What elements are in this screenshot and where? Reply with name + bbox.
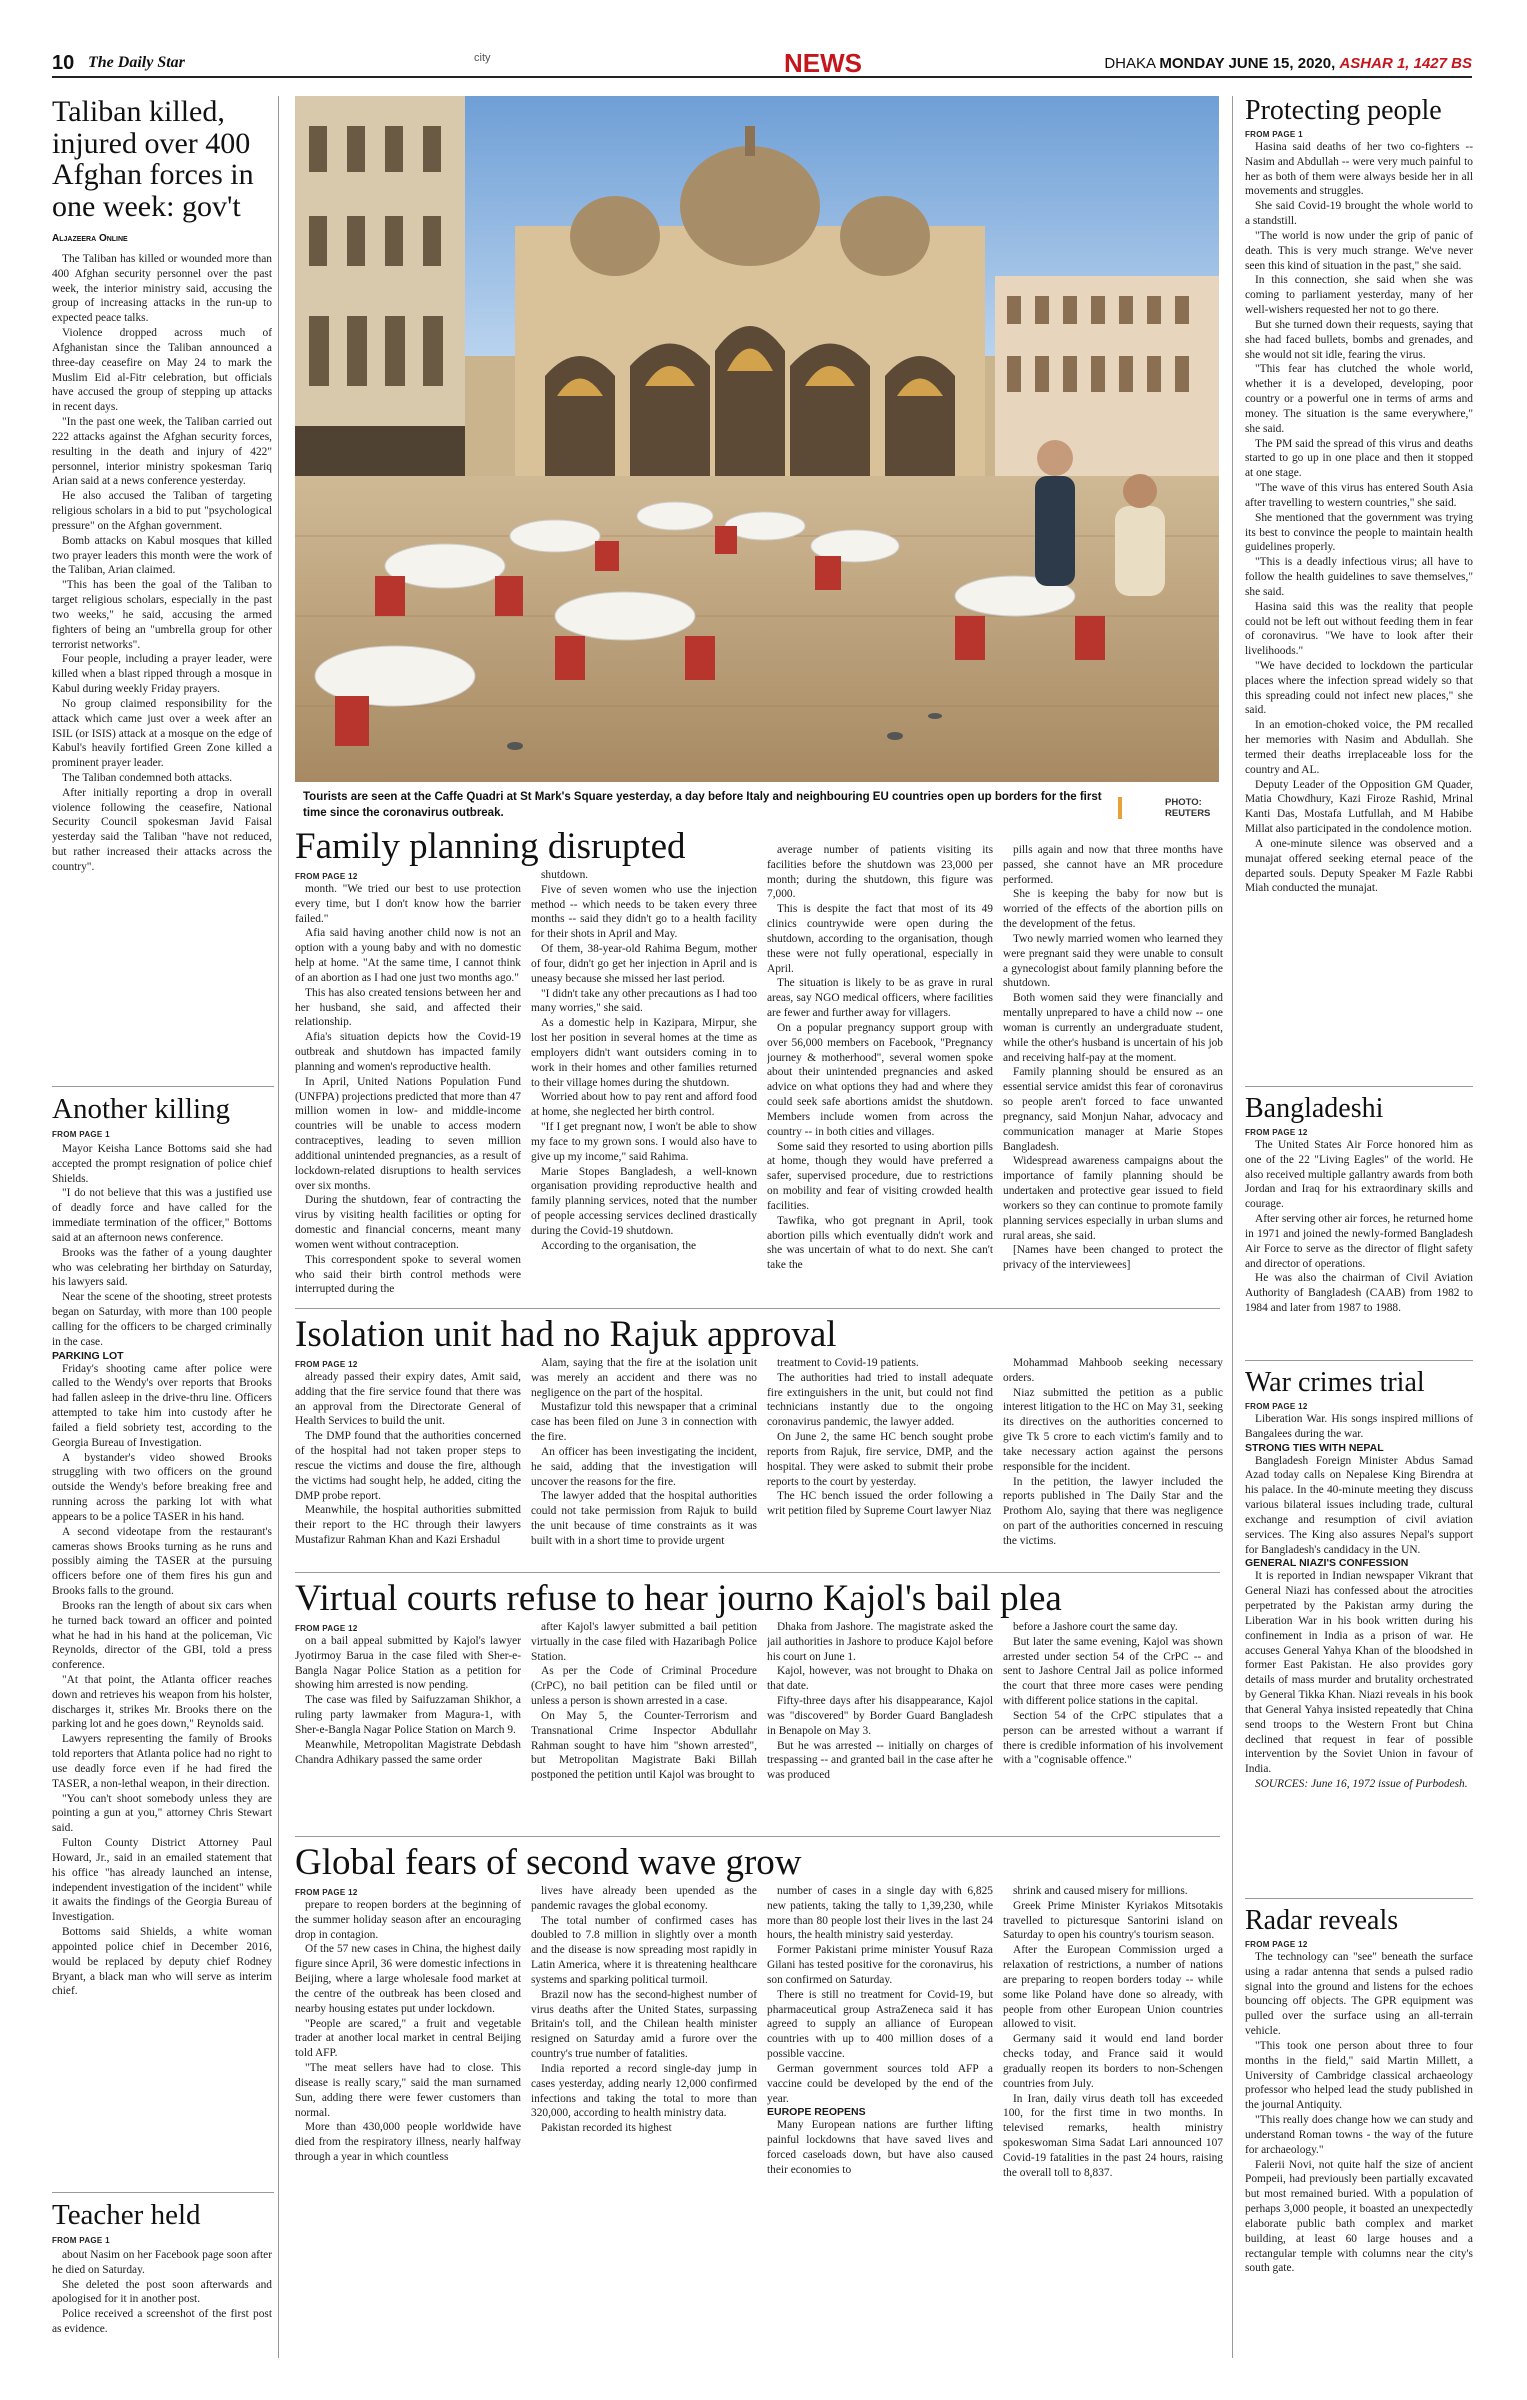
taliban-headline: Taliban killed, injured over 400 Afghan forces in one week: gov't (52, 95, 254, 223)
paragraph: before a Jashore court the same day. (1013, 1621, 1178, 1633)
section-tag: city (474, 52, 491, 64)
paragraph: This has also created tensions between her and her husband, she said, and affected their relationship. (295, 986, 521, 1029)
war-crimes-headline: War crimes trial (1245, 1367, 1425, 1398)
paragraph: "I didn't take any other precautions as I had too many worries," she said. (531, 987, 757, 1015)
paragraph: lives have already been upended as the pandemic ravages the global economy. (531, 1885, 757, 1912)
paragraph: German government sources told AFP a vaccine could be developed by the end of the year. (767, 2062, 993, 2105)
virtual-col-4 (1003, 1620, 1223, 1830)
protecting-body (1245, 140, 1473, 1080)
paragraph: Niaz submitted the petition as a public interest litigation to the HC on May 31, seeking its directives on the authorities concerned to give Tk 5 crore to each victim's family and to take necessary action against the persons responsible for the incident. (1003, 1386, 1223, 1473)
dateline-city: DHAKA (1104, 55, 1156, 72)
paragraph: On June 2, the same HC bench sought probe reports from Rajuk, fire service, DMP, and the hospital. They were asked to submit their probe reports to the court by yesterday. (767, 1431, 993, 1488)
page-number: 10 (52, 52, 75, 74)
paragraph: Mayor Keisha Lance Bottoms said she had accepted the prompt resignation of police chief Shields. (52, 1143, 272, 1185)
paragraph: No group claimed responsibility for the attack which came just over a week after an ISIL (or ISIS) attack at a mosque on the edge of Kabul's heavily fortified Green Zone killed a prominent prayer leader. (52, 697, 272, 770)
paragraph: Friday's shooting came after police were called to the Wendy's over reports that Brooks had fallen asleep in the drive-thru line. Officers attempted to take him into custody after he failed a field sobriety test, according to the Georgia Bureau of Investigation. (52, 1362, 272, 1449)
paragraph: In April, United Nations Population Fund (UNFPA) projections predicted that more than 47 million women in low- and middle-income countries will be unable to access modern contraceptives, leading to seven million additional unintended pregnancies, as a result of lockdown-related disruptions to health services over six months. (295, 1075, 521, 1192)
paragraph: Of them, 38-year-old Rahima Begum, mother of four, didn't go get her injection in April and is uneasy because she missed her last period. (531, 943, 757, 985)
paragraph: "The world is now under the grip of panic of death. This is very much strange. We've never seen this kind of situation in the past," she said. (1245, 229, 1473, 272)
global-col-2 (531, 1884, 757, 2360)
paragraph: Fulton County District Attorney Paul Howard, Jr., said in an emailed statement that his office "has already launched an intense, independent investigation of the incident" while it awaits the findings of the Georgia Bureau of Investigation. (52, 1837, 272, 1924)
bangladeshi-body (1245, 1138, 1473, 1354)
dateline (1104, 55, 1472, 72)
paragraph: A bystander's video showed Brooks struggling with two officers on the ground outside the Wendy's before breaking free and running across the parking lot with what appears to be a police TASER in his hand. (52, 1451, 272, 1523)
isolation-col-3 (767, 1356, 993, 1566)
paragraph: This is despite the fact that most of its 49 clinics countrywide were open during the shutdown, according to the organisation, though these were not fully operational, especially in April. (767, 903, 993, 975)
paragraph: Bomb attacks on Kabul mosques that killed two prayer leaders this month were the work of the Taliban, Arian claimed. (52, 534, 272, 577)
paragraph: But later the same evening, Kajol was shown arrested under section 54 of the CrPC -- and sent to Jashore Central Jail as police informed the court that three more cases were pending with different police stations in the capital. (1003, 1635, 1223, 1708)
paragraph: India reported a record single-day jump in cases yesterday, adding nearly 12,000 confirmed infections and taking the total to more than 320,000, according to health ministry data. (531, 2062, 757, 2120)
paragraph: An officer has been investigating the incident, he said, adding that the investigation will uncover the reasons for the fire. (531, 1445, 757, 1488)
paragraph: As per the Code of Criminal Procedure (CrPC), no bail petition can be filed until or unless a person is shown arrested in a case. (531, 1665, 757, 1708)
section-title: NEWS (784, 48, 862, 78)
subhead: EUROPE REOPENS (767, 2106, 866, 2119)
bangladeshi-headline: Bangladeshi (1245, 1093, 1384, 1124)
family-col-4 (1003, 843, 1223, 1302)
paragraph: Mohammad Mahboob seeking necessary orders. (1003, 1357, 1223, 1384)
another-killing-body (52, 1142, 272, 2188)
taliban-body (52, 252, 272, 1064)
paragraph: Meanwhile, the hospital authorities submitted their report to the HC through their lawyers Mustafizur Rahman Khan and Kazi Ershadul (295, 1504, 521, 1547)
paragraph: Former Pakistani prime minister Yousuf Raza Gilani has tested positive for the coronavirus, his son confirmed on Saturday. (767, 1944, 993, 1986)
paragraph: Widespread awareness campaigns about the importance of family planning should be undertaken and protective gear issued to field workers so they can continue to promote family planning services especially in urban slums and rural areas, she said. (1003, 1155, 1223, 1242)
divider (1245, 1360, 1473, 1361)
news-photo (295, 96, 1219, 782)
virtual-col-1 (295, 1634, 521, 1830)
column-rule (278, 96, 279, 2358)
paragraph: shrink and caused misery for millions. (1013, 1885, 1188, 1897)
paragraph: prepare to reopen borders at the beginning of the summer holiday season after an encouraging drop in contagion. (295, 1899, 521, 1941)
protecting-kicker: FROM PAGE 1 (1245, 130, 1303, 139)
paragraph: Five of seven women who use the injection method -- which needs to be taken every three months -- said they didn't go to a health facility for their shots in April and May. (531, 883, 757, 941)
divider (52, 1086, 274, 1087)
column-rule (1232, 96, 1233, 2358)
paragraph: The PM said the spread of this virus and deaths started to go up in one place and then it stopped at one stage. (1245, 437, 1473, 480)
paragraph: More than 430,000 people worldwide have died from the respiratory illness, nearly halfway through a year in which countless (295, 2121, 521, 2164)
another-killing-kicker: FROM PAGE 1 (52, 1130, 110, 1139)
global-kicker: FROM PAGE 12 (295, 1888, 358, 1897)
paragraph: month. "We tried our best to use protection every time, but I don't know how the barrier failed." (295, 883, 521, 925)
teacher-kicker: FROM PAGE 1 (52, 2236, 110, 2245)
paragraph: Both women said they were financially and mentally unprepared to have a child now -- one woman is currently an undergraduate student, while the other's husband is uncertain of his job and receiving half-pay at the moment. (1003, 992, 1223, 1064)
photo-credit (1165, 797, 1210, 820)
paragraph: "This has been the goal of the Taliban to target religious scholars, especially in the past two weeks," he said, accusing the armed fighters of being an "umbrella group for other terrorist networks". (52, 579, 272, 651)
paragraph: The Taliban condemned both attacks. (62, 771, 233, 784)
paragraph: Germany said it would end land border checks today, and France said it would gradually reopen its borders to non-Schengen countries from July. (1003, 2033, 1223, 2090)
paragraph: Of the 57 new cases in China, the highest daily figure since April, 36 were domestic infections in Beijing, where a large wholesale food market at the centre of the outbreak has been closed and nearby housing estates put under lockdown. (295, 1943, 521, 2015)
paragraph: The lawyer added that the hospital authorities could not take permission from Rajuk to build the unit because of time constraints as it was built with in a short time to provide urgent (531, 1490, 757, 1547)
virtual-headline: Virtual courts refuse to hear journo Kajol's bail plea (295, 1578, 1062, 1619)
paragraph: There is still no treatment for Covid-19, but pharmaceutical group AstraZeneca said it has agreed to supply an alliance of European countries with up to 400 million doses of a possible vaccine. (767, 1988, 993, 2061)
subhead: PARKING LOT (52, 1349, 124, 1362)
paragraph: Section 54 of the CrPC stipulates that a person can be arrested without a warrant if there is credible information of his involvement with a "cognisable offence." (1003, 1709, 1223, 1767)
paragraph: Mustafizur told this newspaper that a criminal case has been filed on June 3 in connection with the fire. (531, 1401, 757, 1444)
paragraph: Bottoms said Shields, a white woman appointed police chief in December 2016, would be replaced by deputy chief Rodney Bryant, a black man who will serve as interim chief. (52, 1926, 272, 1998)
divider (1245, 1898, 1473, 1899)
family-col-1 (295, 882, 521, 1302)
paragraph: "We have decided to lockdown the particular places where the infection spread widely so that this spreading could not infect new places," she said. (1245, 659, 1473, 717)
paragraph: The DMP found that the authorities concerned of the hospital had not taken proper steps to rescue the victims and douse the fire, although the victims had sought help, he added, citing the DMP probe report. (295, 1430, 521, 1502)
paragraph: The HC bench issued the order following a writ petition filed by Supreme Court lawyer Niaz (767, 1490, 993, 1518)
paragraph: number of cases in a single day with 6,825 new patients, taking the tally to 1,39,230, while more than 80 people lost their lives in the last 24 hours, the health ministry said yesterday. (767, 1885, 993, 1942)
paragraph: She said Covid-19 brought the whole world to a standstill. (1245, 200, 1473, 228)
paragraph: Meanwhile, Metropolitan Magistrate Debdash Chandra Adhikary passed the same order (295, 1738, 521, 1766)
war-crimes-kicker: FROM PAGE 12 (1245, 1402, 1308, 1411)
virtual-col-2 (531, 1620, 757, 1830)
isolation-headline: Isolation unit had no Rajuk approval (295, 1314, 837, 1355)
paragraph: Hasina said deaths of her two co-fighters -- Nasim and Abdullah -- were very much painful to her as both of them were always beside her in all movements and struggles. (1245, 141, 1473, 198)
divider (295, 1572, 1220, 1573)
dateline-date: MONDAY JUNE 15, 2020, (1159, 55, 1336, 72)
paragraph: She deleted the post soon afterwards and apologised for it in another post. (52, 2278, 272, 2306)
paragraph: treatment to Covid-19 patients. (777, 1357, 919, 1369)
teacher-body (52, 2248, 272, 2360)
paragraph: Many European nations are further lifting painful lockdowns that have saved lives and forced caseloads down, but have also caused their economies to (767, 2119, 993, 2176)
isolation-col-1 (295, 1370, 521, 1566)
family-col-2 (531, 868, 757, 1302)
global-headline: Global fears of second wave grow (295, 1842, 802, 1883)
paragraph: Violence dropped across much of Afghanistan since the Taliban announced a three-day ceasefire on May 24 to mark the Muslim Eid al-Fitr celebration, but officials have accused the group of stepping up attacks in recent days. (52, 327, 272, 414)
credit-accent (1118, 797, 1122, 819)
paragraph: "This really does change how we can study and understand Roman towns - the way of the future for archaeology." (1245, 2114, 1473, 2156)
divider (52, 2192, 274, 2193)
paragraph: The situation is likely to be as grave in rural areas, say NGO medical officers, where facilities are fewer and further away for villagers. (767, 977, 993, 1020)
paragraph: After serving other air forces, he returned home in 1971 and joined the newly-formed Bangladesh Air Force to serve as the director of flight safety and director of operations. (1245, 1213, 1473, 1270)
paragraph: He was also the chairman of Civil Aviation Authority of Bangladesh (CAAB) from 1982 to 1984 and later from 1987 to 1988. (1245, 1272, 1473, 1315)
paragraph: Kajol, however, was not brought to Dhaka on that date. (767, 1665, 993, 1693)
paragraph: "The wave of this virus has entered South Asia after travelling to western countries," she said. (1245, 482, 1473, 509)
paragraph: Afia's situation depicts how the Covid-19 outbreak and shutdown has impacted family planning and women's reproductive health. (295, 1031, 521, 1073)
paragraph: On a popular pregnancy support group with over 56,000 members on Facebook, "Pregnancy journey & motherhood", several women spoke about their unintended pregnancies and asked advice on what options they had and where they could seek safe abortions amidst the shutdown. Members include women from across the country -- in both cities and villages. (767, 1021, 993, 1138)
paragraph: "This is a deadly infectious virus; all have to follow the health guidelines to save themselves," she said. (1245, 556, 1473, 598)
paragraph: The authorities had tried to install adequate fire extinguishers in the unit, but could not find technicians instantly due to the ongoing coronavirus pandemic, the lawyer added. (767, 1371, 993, 1429)
paragraph: The total number of confirmed cases has doubled to 7.8 million in slightly over a month and the disease is now spreading most rapidly in Latin America, where it is threatening healthcare systems and sparking political turmoil. (531, 1914, 757, 1986)
paragraph: about Nasim on her Facebook page soon after he died on Saturday. (52, 2249, 272, 2276)
paragraph: [Names have been changed to protect the privacy of the interviewees] (1003, 1244, 1223, 1272)
bangladeshi-kicker: FROM PAGE 12 (1245, 1128, 1308, 1137)
paragraph: Fifty-three days after his disappearance, Kajol was "discovered" by Border Guard Bangladesh in Benapole on May 3. (767, 1695, 993, 1737)
paragraph: Afia said having another child now is not an option with a young baby and with no domestic help at home. "At the same time, I cannot think of an abortion as I had one just two months ago." (295, 927, 521, 984)
paragraph: After initially reporting a drop in overall violence following the ceasefire, National Security Council spokesman Javid Faisal yesterday said the Taliban "have not reduced, but rather increased their attacks across the country". (52, 786, 272, 873)
paragraph: The United States Air Force honored him as one of the 22 "Living Eagles" of the world. He also received multiple gallantry awards from both Jordan and Iraq for his extraordinary skills and courage. (1245, 1139, 1473, 1211)
paragraph: Pakistan recorded its highest (541, 2122, 672, 2135)
paragraph: Greek Prime Minister Kyriakos Mitsotakis travelled to picturesque Santorini island on Saturday to open his country's tourism season. (1003, 1899, 1223, 1942)
paragraph: The Taliban has killed or wounded more than 400 Afghan security personnel over the past week, the interior ministry said, accusing the group of increasing attacks in the run-up to expected peace talks. (52, 253, 272, 325)
paragraph: Two newly married women who learned they were pregnant said they were unable to consult a gynecologist about family planning before the shutdown. (1003, 932, 1223, 990)
subhead: GENERAL NIAZI'S CONFESSION (1245, 1557, 1409, 1570)
st-marks-square-illustration (295, 96, 1219, 782)
divider (295, 1836, 1220, 1837)
paragraph: According to the organisation, the (541, 1239, 697, 1252)
paragraph: But she turned down their requests, saying that she had faced bullets, bombs and grenades, and she would not sit idle, fearing the virus. (1245, 318, 1473, 361)
dateline-bangla: ASHAR 1, 1427 BS (1339, 55, 1472, 72)
photo-caption: Tourists are seen at the Caffe Quadri at St Mark's Square yesterday, a day before Italy and neighbouring EU countries open up borders for the first time since the coronavirus outbreak. (303, 791, 1102, 819)
paragraph: Some said they resorted to using abortion pills at home, though they would have preferred a safer, supervised procedure, due to restrictions on mobility and fear of visiting crowded health facilities. (767, 1140, 993, 1212)
paragraph: "In the past one week, the Taliban carried out 222 attacks against the Afghan security forces, resulting in the death and injury of 422" personnel, interior ministry spokesman Tariq Arian said at a news conference yesterday. (52, 416, 272, 488)
paragraph: "People are scared," a fruit and vegetable trader at another local market in central Beijing told AFP. (295, 2017, 521, 2060)
paragraph: He also accused the Taliban of targeting religious scholars in a bid to put "psychological pressure" on the Afghan government. (52, 490, 272, 532)
family-headline: Family planning disrupted (295, 826, 686, 867)
paragraph: She is keeping the baby for now but is worried of the effects of the abortion pills on the development of the fetus. (1003, 888, 1223, 931)
global-col-1 (295, 1898, 521, 2360)
teacher-headline: Teacher held (52, 2199, 201, 2231)
paragraph: Hasina said this was the reality that people could not be left out without feeding them in fear of coronavirus. "We have to look after their livelihoods." (1245, 600, 1473, 658)
paragraph: After the European Commission urged a relaxation of restrictions, a number of nations are preparing to reopen borders today -- while some like Poland have done so already, with people from other European Union countries allowed to visit. (1003, 1944, 1223, 2031)
radar-body (1245, 1950, 1473, 2360)
paragraph: Worried about how to pay rent and afford food at home, she neglected her birth control. (531, 1091, 757, 1119)
family-col-3 (767, 843, 993, 1302)
paragraph: average number of patients visiting its facilities before the shutdown was 23,000 per month; during the shutdown, this figure was 7,000. (767, 844, 993, 901)
subhead: STRONG TIES WITH NEPAL (1245, 1441, 1384, 1454)
war-crimes-body (1245, 1412, 1473, 1892)
paragraph: During the shutdown, fear of contracting the virus by visiting health facilities or opting for domestic and financial concerns, meant many women went without contraception. (295, 1194, 521, 1251)
paragraph: on a bail appeal submitted by Kajol's lawyer Jyotirmoy Barua in the case filed with Sher-e-Bangla Nagar Police Station as a petition for showing him arrested is now pending. (295, 1635, 521, 1692)
paragraph: In an emotion-choked voice, the PM recalled her memories with Nasim and Abdullah. She termed their deaths irreplaceable loss for the country and AL. (1245, 719, 1473, 776)
paragraph: A one-minute silence was observed and a munajat offered seeking eternal peace of the departed souls. Deputy Speaker M Fazle Rabbi Miah conducted the munajat. (1245, 837, 1473, 895)
paragraph: The case was filed by Saifuzzaman Shikhor, a ruling party lawmaker from Magura-1, with Sher-e-Bangla Nagar Police Station on March 9. (295, 1694, 521, 1736)
paragraph: "You can't shoot somebody unless they are pointing a gun at you," attorney Chris Stewart said. (52, 1792, 272, 1835)
protecting-headline: Protecting people (1245, 95, 1442, 126)
paragraph: "If I get pregnant now, I won't be able to show my face to my grown sons. I would also have to give up my income," said Rahima. (531, 1121, 757, 1163)
paragraph: "This took one person about three to four months in the field," said Martin Millett, a University of Cambridge classical archaeology professor who helped lead the study published in the journal Antiquity. (1245, 2039, 1473, 2112)
paragraph: In the petition, the lawyer included the reports published in The Daily Star and the Prothom Alo, saying that there was negligence on part of the authorities concerned in rescuing the victims. (1003, 1475, 1223, 1547)
paper-logo: The Daily Star (88, 54, 185, 71)
paragraph: pills again and now that three months have passed, she cannot have an MR procedure performed. (1003, 844, 1223, 886)
virtual-col-3 (767, 1620, 993, 1830)
paragraph: after Kajol's lawyer submitted a bail petition virtually in the case filed with Hazaribagh Police Station. (531, 1621, 757, 1663)
virtual-kicker: FROM PAGE 12 (295, 1624, 358, 1633)
paragraph: As a domestic help in Kazipara, Mirpur, she lost her position in several homes at the time as employers didn't want outsiders coming in to work in their homes and other families returned to their village homes during the shutdown. (531, 1017, 757, 1089)
radar-headline: Radar reveals (1245, 1905, 1399, 1936)
paragraph: Near the scene of the shooting, street protests began on Saturday, with more than 100 people calling for the officers to be charged criminally in the case. (52, 1291, 272, 1348)
isolation-kicker: FROM PAGE 12 (295, 1360, 358, 1369)
family-kicker: FROM PAGE 12 (295, 872, 358, 881)
paragraph: Brooks ran the length of about six cars when he turned back toward an officer and pointed what he had in his hand at the policeman, Vic Reynolds, director of the GBI, told a press conference. (52, 1599, 272, 1672)
credit-source: REUTERS (1165, 808, 1211, 820)
paragraph: In Iran, daily virus death toll has exceeded 100, for the first time in two months. In televised remarks, health ministry spokeswoman Sima Sadat Lari announced 107 Covid-19 fatalities in the past 24 hours, raising the overall toll to 8,837. (1003, 2092, 1223, 2179)
paragraph: The technology can "see" beneath the surface using a radar antenna that sends a pulsed radio signal into the ground and listens for the echoes bouncing off objects. The GPR equipment was pulled over the surface using an all-terrain vehicle. (1245, 1951, 1473, 2038)
paragraph: "This fear has clutched the whole world, whether it is a developed, developing, poor country or a powerful one in terms of arms and money. The situation is the same everywhere," she said. (1245, 363, 1473, 435)
paragraph: Alam, saying that the fire at the isolation unit was merely an accident and there was no negligence on the part of the hospital. (531, 1357, 757, 1399)
paragraph: This correspondent spoke to several women who said their birth control methods were interrupted during the (295, 1253, 521, 1296)
credit-label: PHOTO: (1165, 797, 1202, 808)
paragraph: Police received a screenshot of the first post as evidence. (52, 2308, 272, 2336)
paragraph: On May 5, the Counter-Terrorism and Transnational Crime Inspector Abdullahr Rahman sought to have him "shown arrested", but Metropolitan Magistrate Baki Billah postponed the petition until Kajol was brought to (531, 1709, 757, 1782)
global-col-4 (1003, 1884, 1223, 2360)
paragraph: Brazil now has the second-highest number of virus deaths after the United States, surpassing Britain's toll, and the Chilean health minister resigned on Saturday amid a furore over the country's true number of fatalities. (531, 1988, 757, 2061)
paragraph: Bangladesh Foreign Minister Abdus Samad Azad today calls on Nepalese King Birendra at his palace. In the 40-minute meeting they discuss various bilateral issues including trade, cultural exchange and resumption of civil aviation services. The King also assures Nepal's support for Bangladesh's candidacy in the UN. (1245, 1454, 1473, 1556)
divider (1245, 1086, 1473, 1087)
paragraph: Deputy Leader of the Opposition GM Quader, Matia Chowdhury, Kazi Firoze Rashid, Mrinal Kanti Das, Mostafa Lutfullah, and M Habibe Millat also participated in the condolence motion. (1245, 778, 1473, 836)
paragraph: Marie Stopes Bangladesh, a well-known organisation providing reproductive health and family planning services, noted that the number of people accessing services declined drastically during the Covid-19 shutdown. (531, 1165, 757, 1237)
paragraph: shutdown. (541, 869, 589, 881)
global-col-3 (767, 1884, 993, 2360)
paragraph: Tawfika, who got pregnant in April, took abortion pills which eventually didn't work and she was uncertain of what to do next. She can't take the (767, 1214, 993, 1272)
paragraph: But he was arrested -- initially on charges of trespassing -- and granted bail in the case after he was produced (767, 1739, 993, 1782)
isolation-col-4 (1003, 1356, 1223, 1566)
paragraph: "The meat sellers have had to close. This disease is really scary," said the man surnamed Sun, adding there were fewer customers than normal. (295, 2062, 521, 2119)
paragraph: Falerii Novi, not quite half the size of ancient Pompeii, had previously been partially excavated but most remained buried. With a population of perhaps 3,000 people, it boasted an unexpectedly elaborate public bath complex and market building, at least 60 large houses and a rectangular temple with columns near the city's south gate. (1245, 2158, 1473, 2275)
taliban-byline: Aljazeera Online (52, 233, 128, 244)
another-killing-headline: Another killing (52, 1093, 231, 1125)
paragraph: It is reported in Indian newspaper Vikrant that General Niazi has confessed about the atrocities perpetrated by the Pakistan army during the Liberation War in his book written during his confinement in India as a prison of war. He accuses General Yahya Khan of the bloodshed in former East Pakistan. He also provides gory details of mass murder and brutality orchestrated by General Tikka Khan. Niazi reveals in his book that General Yahya insisted repeatedly that China send troops to the Western Front but China declined that request in fear of possible intervention by the Soviet Union in favour of India. (1245, 1570, 1473, 1776)
divider (295, 1308, 1220, 1309)
paragraph: "At that point, the Atlanta officer reaches down and retrieves his weapon from his holster, discharges it, strikes Mr. Brooks there on the parking lot and he goes down," Reynolds said. (52, 1673, 272, 1731)
paragraph: Four people, including a prayer leader, were killed when a blast ripped through a mosque in Kabul during weekly Friday prayers. (52, 653, 272, 696)
paragraph: already passed their expiry dates, Amit said, adding that the fire service found that there was an approval from the Directorate General of Health Services to build the unit. (295, 1371, 521, 1428)
source-note: SOURCES: June 16, 1972 issue of Purbodesh. (1255, 1778, 1468, 1791)
paragraph: "I do not believe that this was a justified use of deadly force and have called for the immediate termination of the officer," Bottoms said at an afternoon news conference. (52, 1187, 272, 1244)
paragraph: In this connection, she said when she was coming to parliament yesterday, many of her well-wishers requested her not to go there. (1245, 274, 1473, 317)
paragraph: She mentioned that the government was trying its best to convince the people to maintain health guidelines properly. (1245, 511, 1473, 554)
paragraph: Family planning should be ensured as an essential service amidst this fear of coronavirus so people aren't forced to face unwanted pregnancy, said Monjun Nahar, advocacy and communication manager at Marie Stopes Bangladesh. (1003, 1066, 1223, 1153)
paragraph: Liberation War. His songs inspired millions of Bangalees during the war. (1245, 1413, 1473, 1440)
paragraph: Lawyers representing the family of Brooks told reporters that Atlanta police had no right to use deadly force even if he had fired the TASER, a non-lethal weapon, in their direction. (52, 1733, 272, 1790)
paragraph: Dhaka from Jashore. The magistrate asked the jail authorities in Jashore to produce Kajol before his court on June 1. (767, 1621, 993, 1663)
masthead (52, 48, 1472, 78)
radar-kicker: FROM PAGE 12 (1245, 1940, 1308, 1949)
paragraph: A second videotape from the restaurant's cameras shows Brooks turning as he runs and possibly aiming the TASER at the pursuing officers before one of them fires his gun and Brooks falls to the ground. (52, 1525, 272, 1598)
isolation-col-2 (531, 1356, 757, 1566)
paragraph: Brooks was the father of a young daughter who was celebrating her birthday on Saturday, his lawyers said. (52, 1246, 272, 1289)
